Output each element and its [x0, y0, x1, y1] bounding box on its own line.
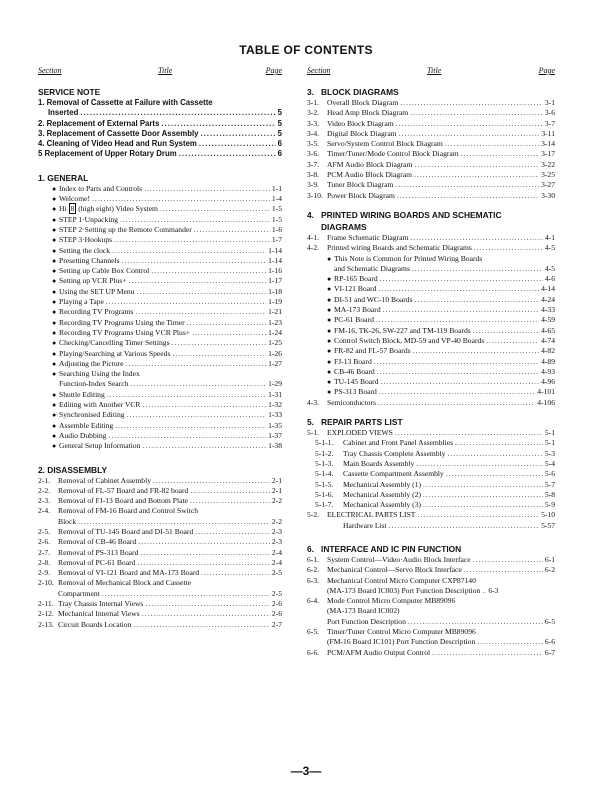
toc-entry: ● FJ-13 Board ..... 4-89: [307, 357, 555, 367]
toc-entry: ● Index to Parts and Controls ..... 1-1: [38, 184, 282, 194]
toc-entry: 3-6. Timer/Tuner/Mode Control Block Diagram ..... 3-17: [307, 149, 555, 159]
toc-entry: ● Setting up Cable Box Control ..... 1-16: [38, 266, 282, 276]
toc-entry: 2-1. Removal of Cabinet Assembly ..... 2-1: [38, 476, 282, 486]
toc-entry: 5-1-4. Cassette Compartment Assembly ..... 5-6: [307, 469, 555, 479]
toc-entry: ● CB-46 Board ..... 4-93: [307, 367, 555, 377]
toc-entry: ● STEP 3·Hookups ..... 1-7: [38, 235, 282, 245]
toc-entry: 6-3. Mechanical Control Micro Computer CXP87140: [307, 575, 476, 585]
toc-entry: 2-4. Removal of FM-16 Board and Control Switch: [38, 506, 199, 516]
toc-entry: 3-8. PCM Audio Block Diagram ..... 3-25: [307, 170, 555, 180]
toc-entry: 3-9. Tuner Block Diagram ..... 3-27: [307, 180, 555, 190]
toc-entry: ● VI-121 Board ..... 4-14: [307, 284, 555, 294]
toc-entry: ● STEP 1·Unpacking ..... 1-5: [38, 215, 282, 225]
printed-wiring-heading-cont: DIAGRAMS: [321, 221, 367, 232]
toc-entry: ● DI-51 and WC-10 Boards ..... 4-24: [307, 295, 555, 305]
toc-entry: ● Presetting Channels ..... 1-14: [38, 256, 282, 266]
toc-entry: ● Checking/Cancelling Timer Settings ..... 1-25: [38, 338, 282, 348]
toc-entry: 5 Replacement of Upper Rotary Drum ..... 6: [38, 149, 282, 159]
section-header: Section: [38, 66, 62, 75]
toc-entry: ● Playing a Tape ..... 1-19: [38, 297, 282, 307]
toc-entry: 6-1. System Control—Video·Audio Block Interface ..... 6-1: [307, 555, 555, 565]
toc-entry: 2-13. Circuit Boards Location ..... 2-7: [38, 620, 282, 630]
toc-entry: Inserted ..... 5: [38, 108, 282, 118]
toc-entry: 5-2. ELECTRICAL PARTS LIST ..... 5-10: [307, 510, 555, 520]
toc-entry: 5-1-6. Mechanical Assembly (2) ..... 5-8: [307, 490, 555, 500]
block-diagrams-heading: 3. BLOCK DIAGRAMS: [307, 87, 399, 97]
toc-entry: 5-1-3. Main Boards Assembly ..... 5-4: [307, 459, 555, 469]
toc-entry: 4-3. Semiconductors ..... 4-106: [307, 398, 555, 408]
toc-entry: 2-12. Mechanical Internal Views ..... 2-6: [38, 609, 282, 619]
column-header: [307, 66, 555, 78]
toc-entry: ● Using the SET UP Menu ..... 1-18: [38, 287, 282, 297]
toc-entry: 5-1-1. Cabinet and Front Panel Assemblies ..... 5-1: [307, 438, 555, 448]
toc-entry: 5-1-2. Tray Chassis Complete Assembly ..... 5-3: [307, 449, 555, 459]
toc-entry: 2-8. Removal of PC-61 Board ..... 2-4: [38, 558, 282, 568]
toc-entry: 2. Replacement of External Parts ..... 5: [38, 119, 282, 129]
column-header: [38, 66, 282, 78]
toc-entry: ● Setting up VCR Plus+ ..... 1-17: [38, 276, 282, 286]
toc-entry: Hardware List ..... 5-57: [307, 521, 555, 531]
toc-entry: ● Setting the clock ..... 1-14: [38, 246, 282, 256]
toc-entry: ● Hi 8 (high eight) Video System ..... 1-5: [38, 204, 282, 214]
interface-heading: 6. INTERFACE AND IC PIN FUNCTION: [307, 543, 462, 554]
title-header: Title: [158, 66, 173, 75]
toc-entry: ● Searching Using the Index: [52, 369, 140, 379]
toc-entry: ● Assemble Editing ..... 1-35: [38, 421, 282, 431]
toc-entry: Function-Index Search ..... 1-29: [38, 379, 282, 389]
toc-entry: 2-6. Removal of CB-46 Board ..... 2-3: [38, 537, 282, 547]
toc-entry: ● Recording TV Programs Using VCR Plus+ ..... 1-24: [38, 328, 282, 338]
toc-entry: 2-3. Removal of FJ-13 Board and Bottom Plate ..... 2-2: [38, 496, 282, 506]
toc-entry: (FM-16 Board IC101) Port Function Description ..... 6-6: [307, 637, 555, 647]
toc-entry: ● TU-145 Board ..... 4-96: [307, 377, 555, 387]
toc-entry: ● RP-165 Board ..... 4-6: [307, 274, 555, 284]
toc-entry: 3-1. Overall Block Diagram ..... 3-1: [307, 98, 555, 108]
toc-entry: 6-5. Timer/Tuner Control Micro Computer MB89096: [307, 627, 476, 637]
toc-entry: 4-1. Frame Schematic Diagram ..... 4-1: [307, 233, 555, 243]
toc-entry: 6-2. Mechanical Control—Servo Block Interface ..... 6-2: [307, 565, 555, 575]
repair-parts-heading: 5. REPAIR PARTS LIST: [307, 417, 403, 428]
disassembly-heading: 2. DISASSEMBLY: [38, 464, 108, 475]
toc-entry: 5-1-7. Mechanical Assembly (3) ..... 5-9: [307, 500, 555, 510]
toc-entry: 1. Removal of Cassette at Failure with Cassette: [38, 98, 213, 107]
toc-entry: ● Welcome! ..... 1-4: [38, 194, 282, 204]
toc-entry: ● Recording TV Programs ..... 1-21: [38, 307, 282, 317]
toc-entry: 3-7. AFM Audio Block Diagram ..... 3-22: [307, 160, 555, 170]
toc-entry: ● FM-16, TK-26, SW-227 and TM-119 Boards ..... 4-65: [307, 326, 555, 336]
toc-entry: 2-5. Removal of TU-145 Board and DI-51 Board ..... 2-3: [38, 527, 282, 537]
toc-entry: 2-7. Removal of PS-313 Board ..... 2-4: [38, 548, 282, 558]
toc-entry: 2-11. Tray Chassis Internal Views ..... 2-6: [38, 599, 282, 609]
toc-entry: 3-10. Power Block Diagram ..... 3-30: [307, 191, 555, 201]
toc-entry: 4-2. Printed wiring Boards and Schematic Diagrams ..... 4-5: [307, 243, 555, 253]
left-column: [38, 66, 282, 630]
toc-entry: 5-1-5. Mechanical Assembly (1) ..... 5-7: [307, 480, 555, 490]
toc-entry: 6-6. PCM/AFM Audio Output Control ..... 6-7: [307, 648, 555, 658]
toc-entry: ● This Note is Common for Printed Wiring Boards: [327, 253, 483, 263]
section-header: Section: [307, 66, 331, 75]
toc-entry: Compartment ..... 2-5: [38, 589, 282, 599]
toc-entry: 3-2. Head Amp Block Diagram ..... 3-6: [307, 108, 555, 118]
toc-entry: ● Synchronised Editing ..... 1-33: [38, 410, 282, 420]
toc-entry: ● MA-173 Board ..... 4-33: [307, 305, 555, 315]
title-header: Title: [427, 66, 442, 75]
toc-entry: ● General Setup Information ..... 1-38: [38, 441, 282, 451]
toc-entry: ● Shuttle Editing ..... 1-31: [38, 390, 282, 400]
toc-entry: 3. Replacement of Cassette Door Assembly ..... 5: [38, 129, 282, 139]
toc-entry: 4. Cleaning of Video Head and Run System ..... 6: [38, 139, 282, 149]
toc-entry: (MA-173 Board IC003) Port Function Description ..... 6-3: [307, 586, 555, 596]
right-column: [307, 66, 555, 658]
toc-entry: 2-2. Removal of FL-57 Board and FR-82 board ..... 2-1: [38, 486, 282, 496]
toc-entry: ● FR-82 and FL-57 Boards ..... 4-82: [307, 346, 555, 356]
toc-entry: ● Adjusting the Picture ..... 1-27: [38, 359, 282, 369]
page-header: Page: [538, 66, 555, 75]
page-header: Page: [265, 66, 282, 75]
toc-entry: ● Editing with Another VCR ..... 1-32: [38, 400, 282, 410]
page-number: —3—: [290, 764, 322, 778]
service-note-heading: SERVICE NOTE: [38, 87, 101, 97]
toc-entry: ● Audio Dubbing ..... 1-37: [38, 431, 282, 441]
toc-entry: ● PC-61 Board ..... 4-59: [307, 315, 555, 325]
toc-entry: 3-5. Servo/System Control Block Diagram ..... 3-14: [307, 139, 555, 149]
general-heading: 1. GENERAL: [38, 172, 89, 183]
toc-entry: Port Function Description ..... 6-5: [307, 617, 555, 627]
toc-entry: 3-3. Video Block Diagram ..... 3-7: [307, 119, 555, 129]
toc-entry: (MA-173 Board IC002): [327, 606, 400, 616]
page-title: TABLE OF CONTENTS: [239, 43, 373, 57]
toc-entry: 6-4. Mode Control Micro Computer MB89096: [307, 596, 456, 606]
toc-entry: Block ..... 2-2: [38, 517, 282, 527]
toc-entry: ● PS-313 Board ..... 4-101: [307, 387, 555, 397]
toc-entry: ● Recording TV Programs Using the Timer ..... 1-23: [38, 318, 282, 328]
toc-entry: ● Control Switch Block, MD-59 and VP-40 Boards ..... 4-74: [307, 336, 555, 346]
toc-entry: ● STEP 2·Setting up the Remote Commander ..... 1-6: [38, 225, 282, 235]
toc-entry: 3-4. Digital Block Diagram ..... 3-11: [307, 129, 555, 139]
toc-entry: 2-10. Removal of Mechanical Block and Cassette: [38, 578, 192, 588]
toc-entry: 5-1. EXPLODED VIEWS ..... 5-1: [307, 428, 555, 438]
toc-entry: 2-9. Removal of VI-121 Board and MA-173 Board ..... 2-5: [38, 568, 282, 578]
toc-entry: and Schematic Diagrams ..... 4-5: [307, 264, 555, 274]
toc-entry: ● Playing/Searching at Various Speeds ..... 1-26: [38, 349, 282, 359]
printed-wiring-heading: 4. PRINTED WIRING BOARDS AND SCHEMATIC: [307, 209, 502, 220]
